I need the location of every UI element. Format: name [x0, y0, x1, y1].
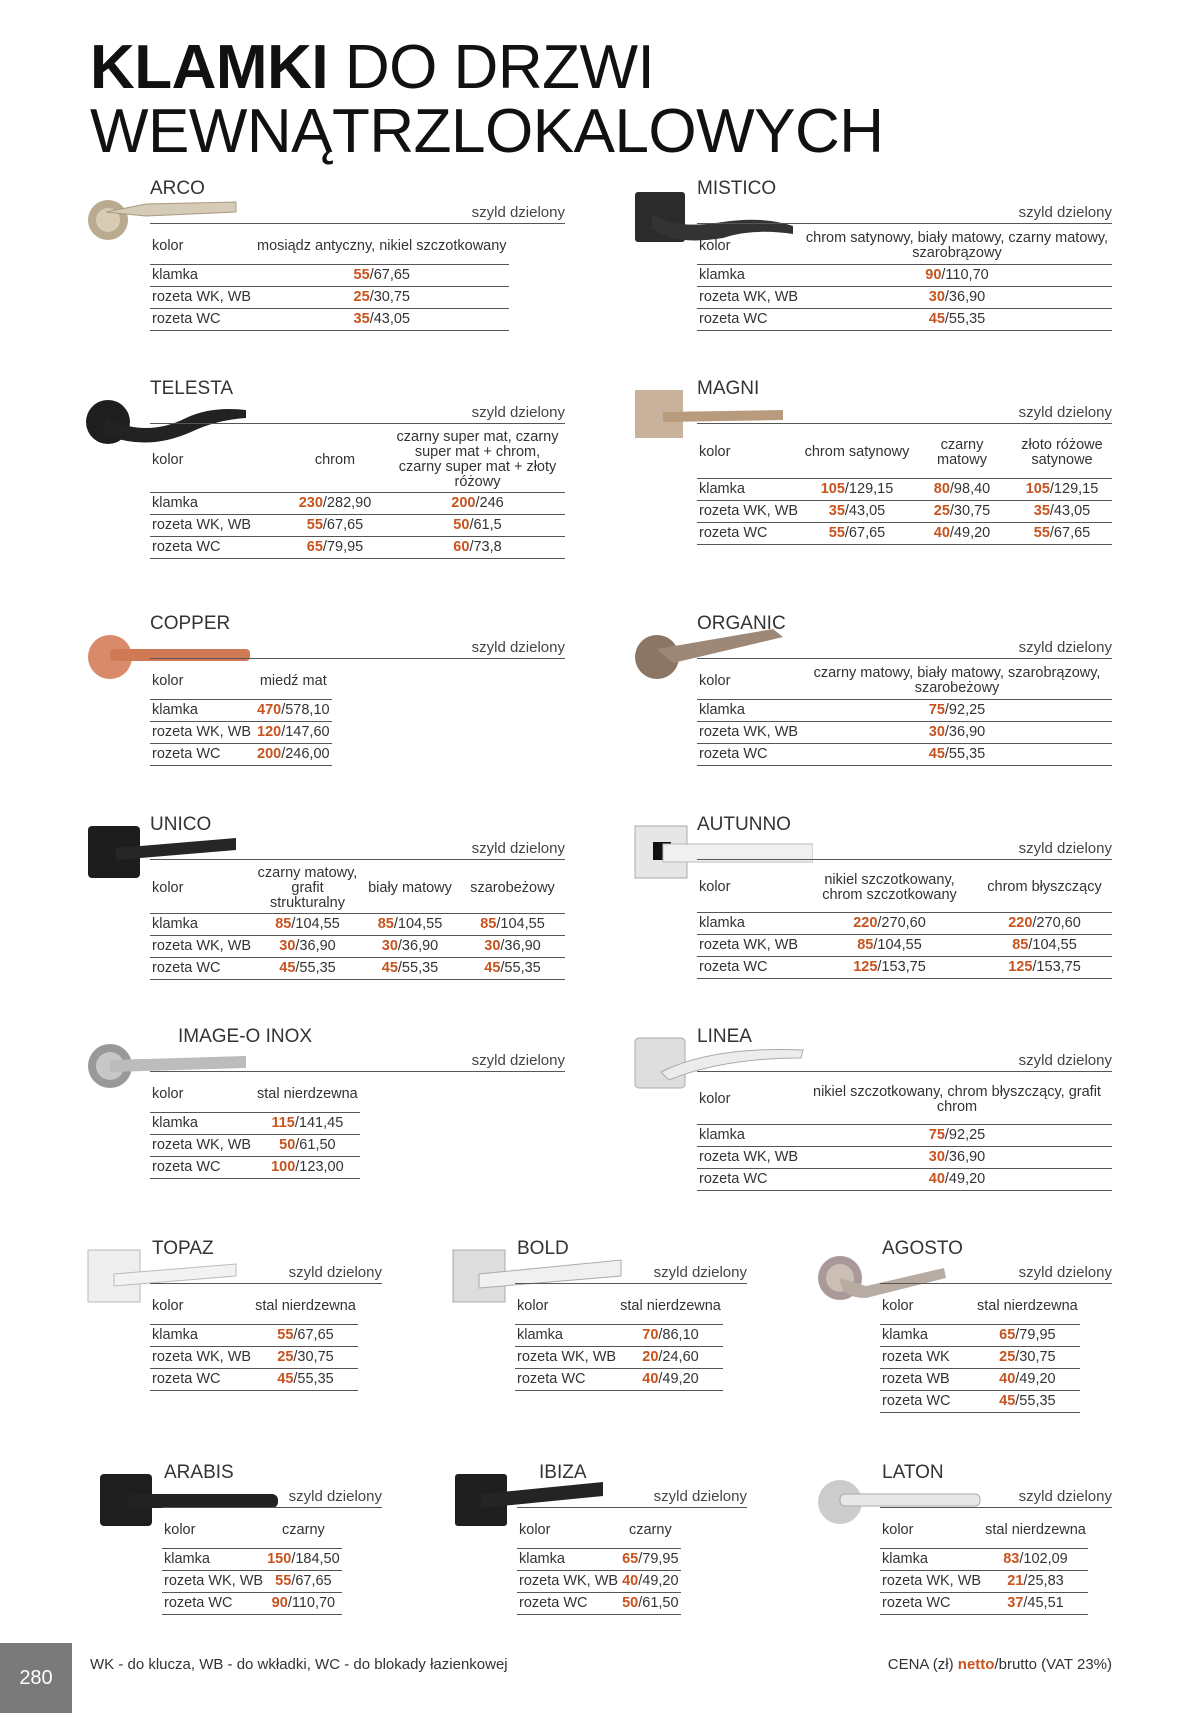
color-option: stal nierdzewna: [975, 1288, 1080, 1325]
szyld-label: szyld dzielony: [517, 1488, 747, 1508]
row-label-rozeta-wkwb: rozeta WK, WB: [150, 1347, 253, 1369]
szyld-label: szyld dzielony: [880, 1488, 1112, 1508]
price-rozeta-wc: 45/55,35: [253, 1369, 358, 1391]
price-klamka: 85/104,55: [460, 914, 565, 936]
price-table: [880, 1288, 1080, 1413]
price-table: [697, 1076, 1112, 1191]
kolor-label: kolor: [697, 864, 802, 912]
row-label-klamka: klamka: [880, 1325, 975, 1347]
price-table: [150, 1288, 358, 1391]
price-table: [697, 428, 1112, 545]
row-label-rozeta-wkwb: rozeta WK, WB: [697, 500, 802, 522]
price-rozeta-wkwb: 85/104,55: [802, 934, 977, 956]
szyld-label: szyld dzielony: [697, 1052, 1112, 1072]
color-option: czarny matowy, grafit strukturalny: [255, 864, 360, 914]
price-rozeta-wc: 60/73,8: [390, 537, 565, 559]
price-klamka: 65/79,95: [620, 1549, 680, 1571]
szyld-label: szyld dzielony: [697, 404, 1112, 424]
kolor-label: kolor: [150, 228, 255, 265]
price-rozeta-wkwb: 30/36,90: [802, 722, 1112, 744]
price-klamka: 150/184,50: [265, 1549, 342, 1571]
price-table: [150, 1076, 360, 1179]
price-table: [150, 663, 332, 766]
price-table: [697, 864, 1112, 979]
product-name: IBIZA: [539, 1462, 587, 1483]
price-rozeta-wkwb: 55/67,65: [265, 1571, 342, 1593]
row-label-rozeta-wc: rozeta WC: [150, 309, 255, 331]
price-rozeta-wkwb: 21/25,83: [983, 1571, 1088, 1593]
row-label-klamka: klamka: [150, 914, 255, 936]
row-label-klamka: klamka: [150, 1113, 255, 1135]
product-name: MISTICO: [697, 178, 777, 199]
kolor-label: kolor: [880, 1288, 975, 1325]
price-klamka: 75/92,25: [802, 700, 1112, 722]
price-rozeta-wc: 40/49,20: [802, 1168, 1112, 1190]
price-rozeta-wb: 40/49,20: [975, 1369, 1080, 1391]
row-label-rozeta-wb: rozeta WB: [880, 1369, 975, 1391]
price-rozeta-wc: 125/153,75: [977, 956, 1112, 978]
color-option: miedź mat: [255, 663, 332, 700]
kolor-label: kolor: [150, 864, 255, 914]
product-name: UNICO: [150, 814, 212, 835]
row-label-rozeta-wc: rozeta WC: [697, 309, 802, 331]
row-label-rozeta-wc: rozeta WC: [150, 1369, 253, 1391]
product-name: MAGNI: [697, 378, 760, 399]
price-rozeta-wkwb: 55/67,65: [280, 515, 390, 537]
price-rozeta-wkwb: 120/147,60: [255, 722, 332, 744]
kolor-label: kolor: [150, 663, 255, 700]
row-label-rozeta-wc: rozeta WC: [697, 956, 802, 978]
color-option: czarny super mat, czarny super mat + chrom, czarny super mat + złoty różowy: [390, 428, 565, 493]
price-klamka: 85/104,55: [360, 914, 460, 936]
price-klamka: 220/270,60: [802, 912, 977, 934]
price-klamka: 80/98,40: [912, 478, 1012, 500]
product-name: BOLD: [517, 1238, 569, 1259]
price-rozeta-wc: 90/110,70: [265, 1593, 342, 1615]
color-option: biały matowy: [360, 864, 460, 914]
color-option: złoto różowe satynowe: [1012, 428, 1112, 478]
price-klamka: 200/246: [390, 493, 565, 515]
row-label-rozeta-wkwb: rozeta WK, WB: [697, 1146, 802, 1168]
row-label-rozeta-wkwb: rozeta WK, WB: [162, 1571, 265, 1593]
price-klamka: 83/102,09: [983, 1549, 1088, 1571]
row-label-rozeta-wc: rozeta WC: [150, 537, 280, 559]
color-option: czarny: [620, 1512, 680, 1549]
color-option: stal nierdzewna: [255, 1076, 360, 1113]
price-klamka: 70/86,10: [618, 1325, 723, 1347]
product-name: ORGANIC: [697, 613, 786, 634]
product-name: COPPER: [150, 613, 231, 634]
row-label-rozeta-wc: rozeta WC: [697, 1168, 802, 1190]
page-title: [90, 33, 884, 166]
price-klamka: 105/129,15: [1012, 478, 1112, 500]
price-klamka: 220/270,60: [977, 912, 1112, 934]
price-rozeta-wc: 45/55,35: [460, 958, 565, 980]
price-rozeta-wc: 35/43,05: [255, 309, 509, 331]
row-label-klamka: klamka: [697, 265, 802, 287]
product-name: ARCO: [150, 178, 205, 199]
row-label-rozeta-wk: rozeta WK: [880, 1347, 975, 1369]
price-klamka: 230/282,90: [280, 493, 390, 515]
price-table: [162, 1512, 342, 1615]
price-klamka: 115/141,45: [255, 1113, 360, 1135]
szyld-label: szyld dzielony: [150, 204, 565, 224]
color-option: czarny: [265, 1512, 342, 1549]
row-label-klamka: klamka: [150, 700, 255, 722]
row-label-klamka: klamka: [880, 1549, 983, 1571]
row-label-klamka: klamka: [697, 700, 802, 722]
row-label-rozeta-wkwb: rozeta WK, WB: [517, 1571, 620, 1593]
row-label-rozeta-wc: rozeta WC: [880, 1391, 975, 1413]
page-number: 280: [0, 1643, 72, 1713]
price-table: [697, 228, 1112, 331]
price-rozeta-wkwb: 40/49,20: [620, 1571, 680, 1593]
price-rozeta-wkwb: 25/30,75: [912, 500, 1012, 522]
row-label-klamka: klamka: [162, 1549, 265, 1571]
price-rozeta-wkwb: 30/36,90: [802, 287, 1112, 309]
price-rozeta-wkwb: 30/36,90: [360, 936, 460, 958]
product-name: TELESTA: [150, 378, 234, 399]
color-option: mosiądz antyczny, nikiel szczotkowany: [255, 228, 509, 265]
row-label-klamka: klamka: [697, 478, 802, 500]
price-rozeta-wc: 45/55,35: [802, 309, 1112, 331]
row-label-rozeta-wkwb: rozeta WK, WB: [515, 1347, 618, 1369]
szyld-label: szyld dzielony: [880, 1264, 1112, 1284]
price-rozeta-wc: 200/246,00: [255, 744, 332, 766]
kolor-label: kolor: [162, 1512, 265, 1549]
footer-price-legend: CENA (zł) netto/brutto (VAT 23%): [887, 1656, 1112, 1673]
szyld-label: szyld dzielony: [697, 639, 1112, 659]
color-option: stal nierdzewna: [618, 1288, 723, 1325]
row-label-klamka: klamka: [150, 1325, 253, 1347]
kolor-label: kolor: [697, 228, 802, 265]
price-rozeta-wkwb: 30/36,90: [802, 1146, 1112, 1168]
szyld-label: szyld dzielony: [150, 1052, 565, 1072]
price-rozeta-wc: 55/67,65: [1012, 522, 1112, 544]
row-label-rozeta-wkwb: rozeta WK, WB: [697, 287, 802, 309]
price-rozeta-wkwb: 25/30,75: [255, 287, 509, 309]
price-rozeta-wkwb: 35/43,05: [1012, 500, 1112, 522]
row-label-rozeta-wc: rozeta WC: [150, 1157, 255, 1179]
title-bold: KLAMKI: [90, 33, 329, 102]
price-klamka: 90/110,70: [802, 265, 1112, 287]
price-rozeta-wc: 40/49,20: [912, 522, 1012, 544]
row-label-klamka: klamka: [697, 912, 802, 934]
szyld-label: szyld dzielony: [150, 404, 565, 424]
price-klamka: 470/578,10: [255, 700, 332, 722]
color-option: chrom satynowy, biały matowy, czarny matowy, szarobrązowy: [802, 228, 1112, 265]
price-rozeta-wc: 40/49,20: [618, 1369, 723, 1391]
row-label-rozeta-wc: rozeta WC: [697, 522, 802, 544]
row-label-rozeta-wc: rozeta WC: [515, 1369, 618, 1391]
kolor-label: kolor: [150, 428, 280, 493]
row-label-rozeta-wc: rozeta WC: [697, 744, 802, 766]
price-rozeta-wc: 65/79,95: [280, 537, 390, 559]
color-option: chrom satynowy: [802, 428, 912, 478]
row-label-klamka: klamka: [150, 493, 280, 515]
row-label-rozeta-wkwb: rozeta WK, WB: [697, 934, 802, 956]
price-rozeta-wk: 25/30,75: [975, 1347, 1080, 1369]
kolor-label: kolor: [150, 1076, 255, 1113]
row-label-rozeta-wc: rozeta WC: [150, 958, 255, 980]
price-rozeta-wkwb: 50/61,5: [390, 515, 565, 537]
color-option: nikiel szczotkowany, chrom błyszczący, grafit chrom: [802, 1076, 1112, 1124]
row-label-rozeta-wkwb: rozeta WK, WB: [697, 722, 802, 744]
szyld-label: szyld dzielony: [697, 204, 1112, 224]
price-klamka: 85/104,55: [255, 914, 360, 936]
footer-note: WK - do klucza, WB - do wkładki, WC - do blokady łazienkowej: [90, 1656, 508, 1673]
szyld-label: szyld dzielony: [515, 1264, 747, 1284]
row-label-rozeta-wc: rozeta WC: [880, 1593, 983, 1615]
product-name: TOPAZ: [152, 1238, 214, 1259]
row-label-rozeta-wkwb: rozeta WK, WB: [150, 1135, 255, 1157]
kolor-label: kolor: [880, 1512, 983, 1549]
price-klamka: 65/79,95: [975, 1325, 1080, 1347]
kolor-label: kolor: [697, 1076, 802, 1124]
color-option: nikiel szczotkowany, chrom szczotkowany: [802, 864, 977, 912]
row-label-klamka: klamka: [697, 1124, 802, 1146]
price-rozeta-wc: 45/55,35: [802, 744, 1112, 766]
price-rozeta-wkwb: 85/104,55: [977, 934, 1112, 956]
price-rozeta-wc: 55/67,65: [802, 522, 912, 544]
price-table: [150, 864, 565, 980]
color-option: stal nierdzewna: [253, 1288, 358, 1325]
color-option: stal nierdzewna: [983, 1512, 1088, 1549]
title-line2: WEWNĄTRZLOKALOWYCH: [90, 97, 884, 166]
price-rozeta-wkwb: 25/30,75: [253, 1347, 358, 1369]
kolor-label: kolor: [150, 1288, 253, 1325]
price-rozeta-wc: 45/55,35: [255, 958, 360, 980]
row-label-klamka: klamka: [515, 1325, 618, 1347]
title-rest: DO DRZWI: [344, 33, 655, 102]
price-rozeta-wkwb: 30/36,90: [255, 936, 360, 958]
color-option: czarny matowy, biały matowy, szarobrązowy, szarobeżowy: [802, 663, 1112, 700]
product-name: AGOSTO: [882, 1238, 963, 1259]
price-klamka: 55/67,65: [253, 1325, 358, 1347]
price-klamka: 75/92,25: [802, 1124, 1112, 1146]
row-label-klamka: klamka: [150, 265, 255, 287]
row-label-rozeta-wkwb: rozeta WK, WB: [150, 722, 255, 744]
product-name: AUTUNNO: [697, 814, 791, 835]
price-rozeta-wkwb: 50/61,50: [255, 1135, 360, 1157]
price-table: [697, 663, 1112, 766]
szyld-label: szyld dzielony: [697, 840, 1112, 860]
row-label-klamka: klamka: [517, 1549, 620, 1571]
kolor-label: kolor: [517, 1512, 620, 1549]
kolor-label: kolor: [515, 1288, 618, 1325]
szyld-label: szyld dzielony: [150, 840, 565, 860]
row-label-rozeta-wkwb: rozeta WK, WB: [150, 515, 280, 537]
price-table: [517, 1512, 681, 1615]
color-option: czarny matowy: [912, 428, 1012, 478]
product-name: ARABIS: [164, 1462, 234, 1483]
row-label-rozeta-wkwb: rozeta WK, WB: [880, 1571, 983, 1593]
row-label-rozeta-wkwb: rozeta WK, WB: [150, 287, 255, 309]
price-table: [880, 1512, 1088, 1615]
price-rozeta-wkwb: 30/36,90: [460, 936, 565, 958]
price-rozeta-wc: 45/55,35: [975, 1391, 1080, 1413]
product-name: LATON: [882, 1462, 944, 1483]
price-rozeta-wkwb: 20/24,60: [618, 1347, 723, 1369]
price-rozeta-wc: 100/123,00: [255, 1157, 360, 1179]
price-table: [515, 1288, 723, 1391]
color-option: chrom błyszczący: [977, 864, 1112, 912]
price-rozeta-wkwb: 35/43,05: [802, 500, 912, 522]
row-label-rozeta-wkwb: rozeta WK, WB: [150, 936, 255, 958]
product-name: IMAGE-O INOX: [178, 1026, 313, 1047]
row-label-rozeta-wc: rozeta WC: [162, 1593, 265, 1615]
kolor-label: kolor: [697, 428, 802, 478]
price-rozeta-wc: 37/45,51: [983, 1593, 1088, 1615]
product-name: LINEA: [697, 1026, 752, 1047]
price-table: [150, 228, 509, 331]
price-rozeta-wc: 125/153,75: [802, 956, 977, 978]
price-klamka: 105/129,15: [802, 478, 912, 500]
row-label-rozeta-wc: rozeta WC: [517, 1593, 620, 1615]
price-rozeta-wc: 50/61,50: [620, 1593, 680, 1615]
szyld-label: szyld dzielony: [150, 639, 565, 659]
row-label-rozeta-wc: rozeta WC: [150, 744, 255, 766]
price-table: [150, 428, 565, 559]
color-option: szarobeżowy: [460, 864, 565, 914]
color-option: chrom: [280, 428, 390, 493]
szyld-label: szyld dzielony: [162, 1488, 382, 1508]
kolor-label: kolor: [697, 663, 802, 700]
price-klamka: 55/67,65: [255, 265, 509, 287]
szyld-label: szyld dzielony: [150, 1264, 382, 1284]
price-rozeta-wc: 45/55,35: [360, 958, 460, 980]
